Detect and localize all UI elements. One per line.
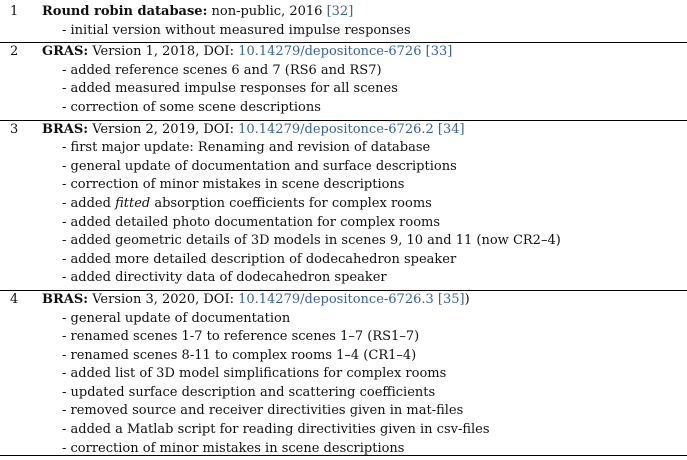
doi-link[interactable]: 10.14279/depositonce-6726.2 [238,121,434,137]
change-item: - correction of some scene descriptions [62,99,321,115]
row-number: 1 [10,4,19,19]
release-info: Version 1, 2018, DOI: [88,44,239,60]
change-item: - correction of minor mistakes in scene descriptions [62,177,405,193]
change-item: - updated surface description and scattering coefficients [62,384,436,400]
release-title: BRAS: [42,291,89,307]
change-item: - initial version without measured impulse responses [62,22,411,38]
table-row [0,3,687,42]
row-content [42,121,687,288]
change-item [42,195,687,214]
table-bottom-rule [0,455,687,456]
change-item: - removed source and receiver directivities given in mat-files [62,403,464,419]
row-heading [42,121,687,140]
change-item: - general update of documentation and surface descriptions [62,158,457,174]
row-content [42,43,687,117]
release-info: Version 3, 2020, DOI: [88,291,239,307]
table-row [0,120,687,290]
citation-link[interactable]: [35] [437,291,465,307]
change-item: - first major update: Renaming and revision of database [62,140,431,156]
citation-link[interactable]: [33] [425,44,453,60]
row-number: 4 [10,291,19,307]
row-content [42,3,687,40]
change-item: - general update of documentation [62,310,291,326]
change-item: - renamed scenes 1-7 to reference scenes 1–7 (RS1–7) [62,329,420,345]
change-item: - added measured impulse responses for all scenes [62,81,398,97]
row-number: 3 [10,121,19,137]
table-row [0,290,687,460]
change-item: - renamed scenes 8-11 to complex rooms 1–4 (CR1–4) [62,347,417,363]
change-item-prefix: - added [62,195,116,211]
doi-link[interactable]: 10.14279/depositonce-6726 [238,44,422,60]
row-heading [42,291,687,310]
change-item: - added reference scenes 6 and 7 (RS6 and RS7) [62,62,382,78]
change-item: - added a Matlab script for reading directivities given in csv-files [62,422,490,438]
doi-link[interactable]: 10.14279/depositonce-6726.3 [238,291,434,307]
change-item: - correction of minor mistakes in scene descriptions [62,440,405,456]
row-heading [42,3,687,22]
change-item: - added more detailed description of dodecahedron speaker [62,251,457,267]
change-item: - added detailed photo documentation for complex rooms [62,214,441,230]
row-number: 2 [10,44,19,60]
change-item-suffix: absorption coefficients for complex rooms [150,195,432,211]
release-info: non-public, 2016 [207,4,327,19]
release-info: Version 2, 2019, DOI: [88,121,239,137]
row-content [42,291,687,458]
closing-paren: ) [464,291,470,307]
citation-link[interactable]: [34] [437,121,465,137]
citation-link[interactable]: [32] [326,4,354,19]
change-item: - added list of 3D model simplifications for complex rooms [62,366,447,382]
release-title: Round robin database: [42,4,208,19]
release-title: GRAS: [42,44,89,60]
table-row [0,42,687,119]
release-title: BRAS: [42,121,89,137]
change-item: - added directivity data of dodecahedron speaker [62,270,387,286]
row-heading [42,43,687,62]
change-item: - added geometric details of 3D models in scenes 9, 10 and 11 (now CR2–4) [62,233,561,249]
emphasized-word: fitted [115,195,151,211]
